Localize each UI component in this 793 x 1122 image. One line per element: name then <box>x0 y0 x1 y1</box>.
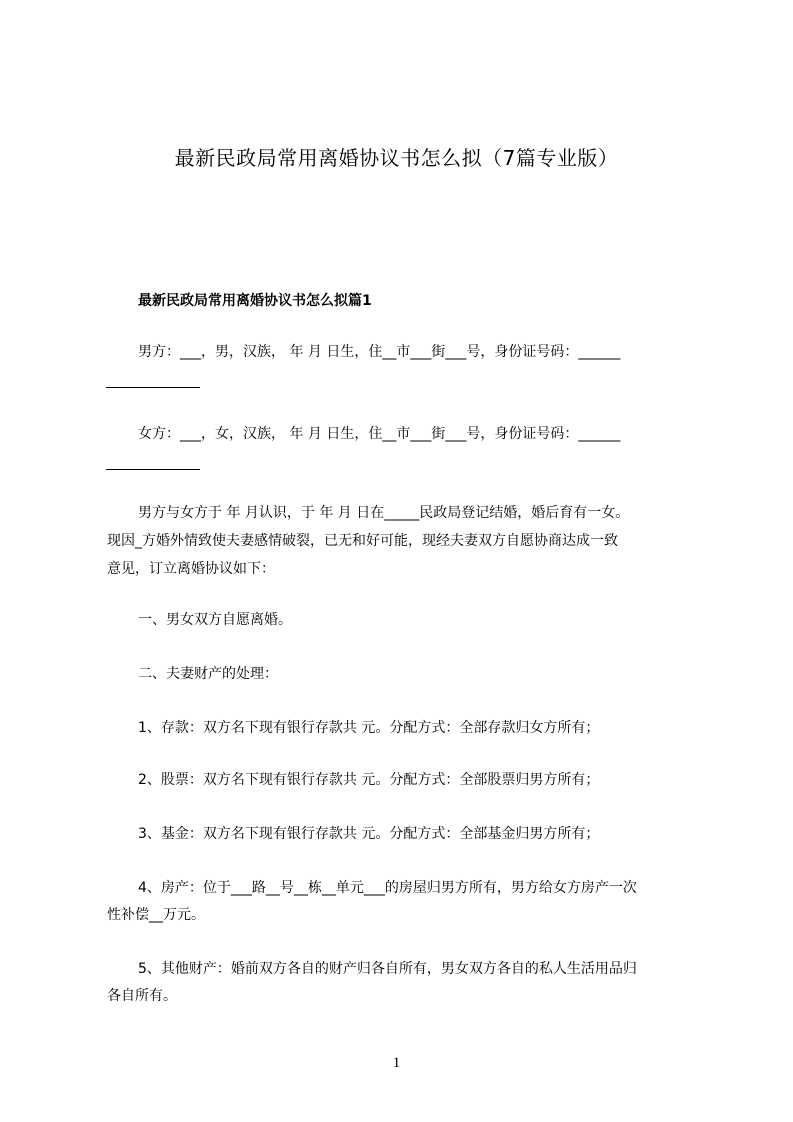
male-id-underline <box>106 387 200 388</box>
clause-2: 二、夫妻财产的处理： <box>138 666 278 682</box>
property-item-3: 3、基金：双方名下现有银行存款共 元。分配方式：全部基金归男方所有； <box>138 826 600 842</box>
intro-paragraph-line-2: 现因_方婚外情致使夫妻感情破裂，已无和好可能，现经夫妻双方自愿协商达成一致 <box>107 533 618 549</box>
property-item-5-line-1: 5、其他财产：婚前双方各自的财产归各自所有，男女双方各自的私人生活用品归 <box>138 961 637 977</box>
property-item-4-line-2: 性补偿__万元。 <box>107 907 205 923</box>
section-heading: 最新民政局常用离婚协议书怎么拟篇1 <box>138 293 372 309</box>
clause-1: 一、男女双方自愿离婚。 <box>138 612 292 628</box>
intro-paragraph-line-1: 男方与女方于 年 月认识，于 年 月 日在_____民政局登记结婚，婚后育有一女。 <box>138 505 630 521</box>
property-item-4-line-1: 4、房产：位于___路__号__栋__单元___的房屋归男方所有，男方给女方房产一次 <box>138 880 637 896</box>
female-party-line: 女方：___，女，汉族， 年 月 日生，住__市___街___号，身份证号码：______ <box>138 426 621 442</box>
male-party-line: 男方：___，男，汉族， 年 月 日生，住__市___街___号，身份证号码：______ <box>138 344 621 360</box>
property-item-1: 1、存款：双方名下现有银行存款共 元。分配方式：全部存款归女方所有； <box>138 720 600 736</box>
property-item-2: 2、股票：双方名下现有银行存款共 元。分配方式：全部股票归男方所有； <box>138 772 600 788</box>
female-id-underline <box>106 469 200 470</box>
document-title: 最新民政局常用离婚协议书怎么拟（7篇专业版） <box>174 146 619 170</box>
property-item-5-line-2: 各自所有。 <box>107 988 177 1004</box>
intro-paragraph-line-3: 意见，订立离婚协议如下： <box>107 561 275 577</box>
page-number: 1 <box>392 1055 401 1071</box>
